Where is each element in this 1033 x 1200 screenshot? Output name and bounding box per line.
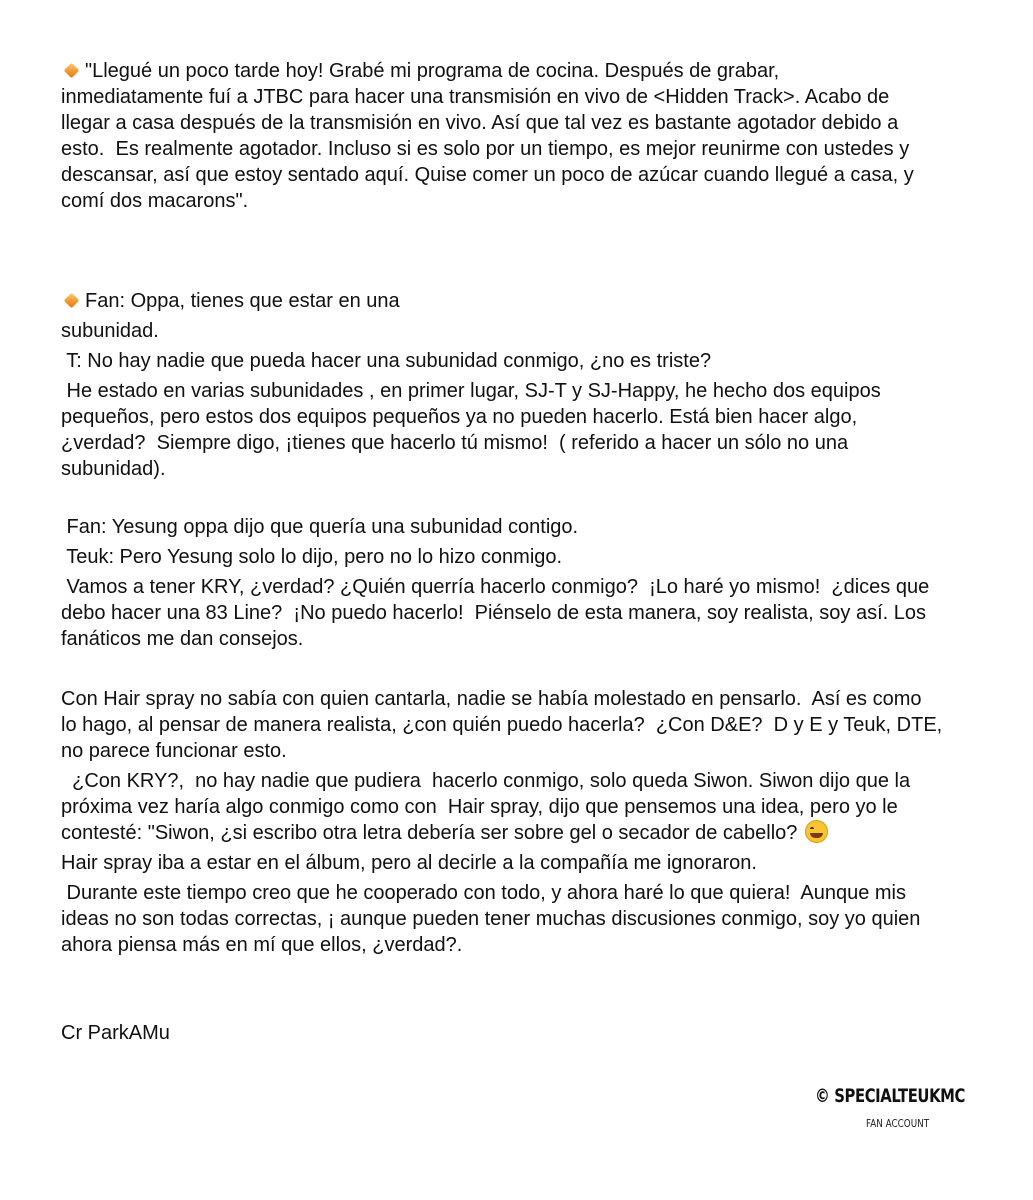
text-line-content: contesté: "Siwon, ¿si escribo otra letra debería ser sobre gel o secador de cabello?: [61, 822, 798, 844]
text-line: comí dos macarons".: [61, 190, 249, 212]
text-line: Hair spray iba a estar en el álbum, pero al decirle a la compañía me ignoraron.: [61, 852, 757, 874]
text-line: Vamos a tener KRY, ¿verdad? ¿Quién querría hacerlo conmigo? ¡Lo haré yo mismo! ¿dices que: [61, 576, 930, 598]
text-line: debo hacer una 83 Line? ¡No puedo hacerlo! Piénselo de esta manera, soy realista, soy así. Los: [61, 602, 926, 624]
spacer: [61, 214, 991, 266]
text-line: lo hago, al pensar de manera realista, ¿con quién puedo hacerla? ¿Con D&E? D y E y Teuk, DTE,: [61, 714, 943, 736]
text-line: descansar, así que estoy sentado aquí. Quise comer un poco de azúcar cuando llegué a casa, y: [61, 164, 914, 186]
text-line-content: Fan: Oppa, tienes que estar en una: [85, 290, 400, 312]
text-line: ¿Con KRY?, no hay nadie que pudiera hacerlo conmigo, solo queda Siwon. Siwon dijo que la: [61, 770, 911, 792]
text-line: Durante este tiempo creo que he cooperado con todo, y ahora haré lo que quiera! Aunque mis: [61, 882, 906, 904]
text-line: He estado en varias subunidades , en primer lugar, SJ-T y SJ-Happy, he hecho dos equipos: [61, 380, 881, 402]
text-line: llegar a casa después de la transmisión en vivo. Así que tal vez es bastante agotador debido a: [61, 112, 899, 134]
text-line: [61, 288, 991, 314]
text-line: [61, 58, 991, 84]
credit-text: Cr ParkAMu: [61, 1022, 170, 1044]
text-line: fanáticos me dan consejos.: [61, 628, 304, 650]
text-line-content: "Llegué un poco tarde hoy! Grabé mi programa de cocina. Después de grabar,: [85, 60, 780, 82]
spacer: [61, 482, 991, 514]
watermark-title: © SPECIALTEUKMC: [815, 1085, 966, 1107]
text-line: pequeños, pero estos dos equipos pequeños ya no pueden hacerlo. Está bien hacer algo,: [61, 406, 858, 428]
text-line: ¿verdad? Siempre digo, ¡tienes que hacerlo tú mismo! ( referido a hacer un sólo no una: [61, 432, 849, 454]
text-line: no parece funcionar esto.: [61, 740, 287, 762]
grinning-sweat-emoji-icon: [805, 820, 828, 843]
watermark-subtitle: FAN ACCOUNT: [866, 1117, 930, 1130]
text-line: ideas no son todas correctas, ¡ aunque pueden tener muchas discusiones conmigo, soy yo quien: [61, 908, 921, 930]
orange-diamond-icon: [64, 63, 80, 79]
text-line: Con Hair spray no sabía con quien cantarla, nadie se había molestado en pensarlo. Así es como: [61, 688, 922, 710]
paragraph-subunit: [61, 288, 991, 482]
text-line: subunidad).: [61, 458, 166, 480]
text-line: Fan: Yesung oppa dijo que quería una subunidad contigo.: [61, 516, 579, 538]
paragraph-hair-spray: [61, 686, 991, 958]
text-line: subunidad.: [61, 320, 159, 342]
text-line: esto. Es realmente agotador. Incluso si es solo por un tiempo, es mejor reunirme con ustedes y: [61, 138, 910, 160]
paragraph-yesung: [61, 514, 991, 652]
text-line: [61, 820, 991, 846]
credit-line: [61, 1020, 991, 1046]
spacer: [61, 958, 991, 1020]
text-line: próxima vez haría algo conmigo como con Hair spray, dijo que pensemos una idea, pero yo le: [61, 796, 898, 818]
text-line: inmediatamente fuí a JTBC para hacer una transmisión en vivo de <Hidden Track>. Acabo de: [61, 86, 890, 108]
spacer: [61, 266, 991, 288]
document-body: [61, 58, 991, 1046]
text-line: T: No hay nadie que pueda hacer una subunidad conmigo, ¿no es triste?: [61, 350, 712, 372]
text-line: Teuk: Pero Yesung solo lo dijo, pero no lo hizo conmigo.: [61, 546, 563, 568]
paragraph-cooking-show: [61, 58, 991, 214]
text-line: ahora piensa más en mí que ellos, ¿verdad?.: [61, 934, 463, 956]
orange-diamond-icon: [64, 293, 80, 309]
spacer: [61, 652, 991, 686]
